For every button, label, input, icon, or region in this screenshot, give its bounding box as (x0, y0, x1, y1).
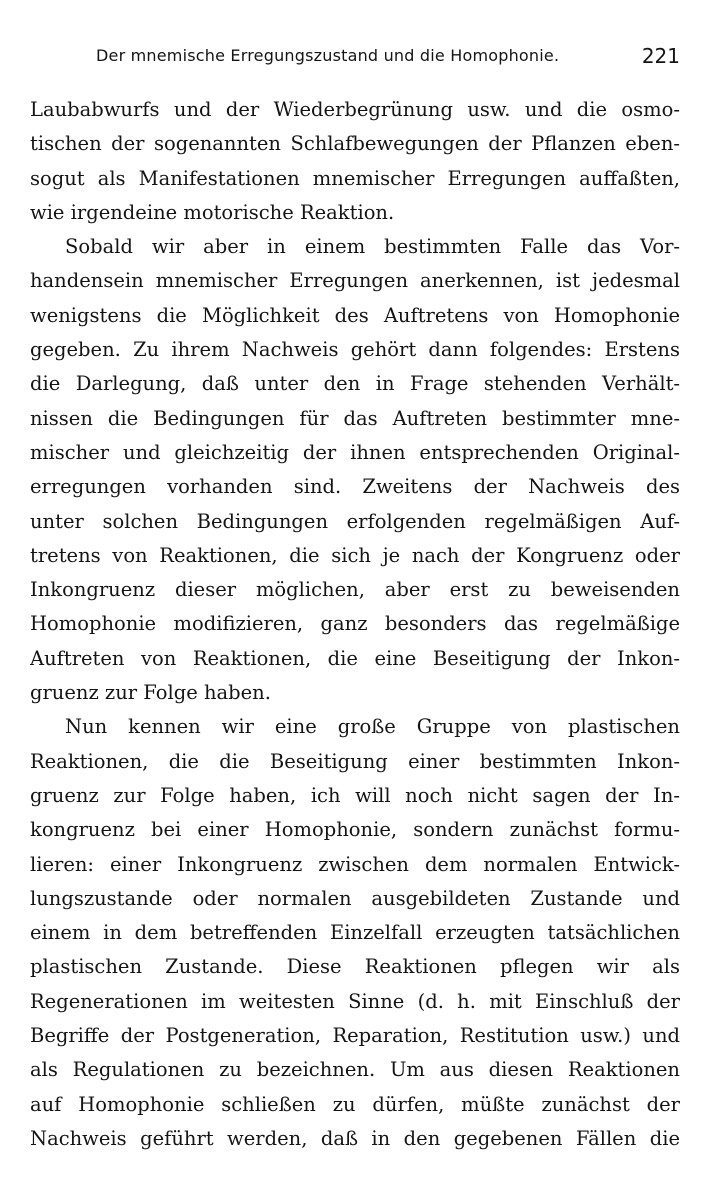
text-line: Regenerationen im weitesten Sinne (d. h. mit Einschluß der (30, 989, 680, 1013)
text-line: plastischen Zustande. Diese Reaktionen pflegen wir als (30, 955, 680, 979)
text-line: Inkongruenz dieser möglichen, aber erst zu beweisenden (30, 578, 680, 602)
text-line: handensein mnemischer Erregungen anerkennen, ist jedesmal (30, 269, 680, 293)
text-line: Auftreten von Reaktionen, die eine Beseitigung der Inkon- (30, 646, 680, 670)
text-line: gegeben. Zu ihrem Nachweis gehört dann folgendes: Erstens (30, 338, 680, 362)
text-line: lungszustande oder normalen ausgebildeten Zustande und (30, 886, 680, 910)
running-head (96, 44, 680, 74)
text-line: Laubabwurfs und der Wiederbegrünung usw. und die osmo- (30, 98, 680, 121)
text-line: Nachweis geführt werden, daß in den gegebenen Fällen die (30, 1126, 680, 1150)
text-line: wenigstens die Möglichkeit des Auftretens von Homophonie (30, 303, 680, 327)
text-line: einem in dem betreffenden Einzelfall erzeugten tatsächlichen (30, 921, 680, 945)
paragraph-1 (30, 93, 680, 230)
body-text (30, 93, 680, 1156)
text-line: unter solchen Bedingungen erfolgenden regelmäßigen Auf- (30, 509, 680, 533)
running-title: Der mnemische Erregungszustand und die Homophonie. (96, 46, 560, 65)
text-line: lieren: einer Inkongruenz zwischen dem normalen Entwick- (30, 852, 680, 876)
text-line: auf Homophonie schließen zu dürfen, müßte zunächst der (30, 1092, 680, 1116)
text-line: mischer und gleichzeitig der ihnen entsprechenden Original- (30, 440, 680, 464)
text-line: gruenz zur Folge haben. (30, 681, 271, 705)
page-number: 221 (641, 44, 680, 68)
text-line: als Regulationen zu bezeichnen. Um aus diesen Reaktionen (30, 1058, 680, 1082)
text-line: tischen der sogenannten Schlafbewegungen der Pflanzen eben- (30, 132, 680, 156)
text-line: nissen die Bedingungen für das Auftreten bestimmter mne- (30, 406, 680, 430)
text-line: tretens von Reaktionen, die sich je nach der Kongruenz oder (30, 543, 680, 567)
text-line: kongruenz bei einer Homophonie, sondern zunächst formu- (30, 818, 680, 842)
text-line: Begriffe der Postgeneration, Reparation, Restitution usw.) und (30, 1024, 680, 1048)
text-line: die Darlegung, daß unter den in Frage stehenden Verhält- (30, 372, 680, 396)
text-line: Reaktionen, die die Beseitigung einer bestimmten Inkon- (30, 749, 680, 773)
text-line: Nun kennen wir eine große Gruppe von plastischen (65, 715, 680, 739)
paragraph-3 (30, 710, 680, 1156)
text-line: wie irgendeine motorische Reaktion. (30, 200, 395, 224)
paragraph-2 (30, 230, 680, 710)
text-line: sogut als Manifestationen mnemischer Erregungen auffaßten, (30, 166, 680, 190)
text-line: Sobald wir aber in einem bestimmten Falle das Vor- (65, 235, 680, 259)
text-line: gruenz zur Folge haben, ich will noch nicht sagen der In- (30, 783, 680, 807)
text-line: erregungen vorhanden sind. Zweitens der Nachweis des (30, 475, 680, 499)
text-line: Homophonie modifizieren, ganz besonders das regelmäßige (30, 612, 680, 636)
